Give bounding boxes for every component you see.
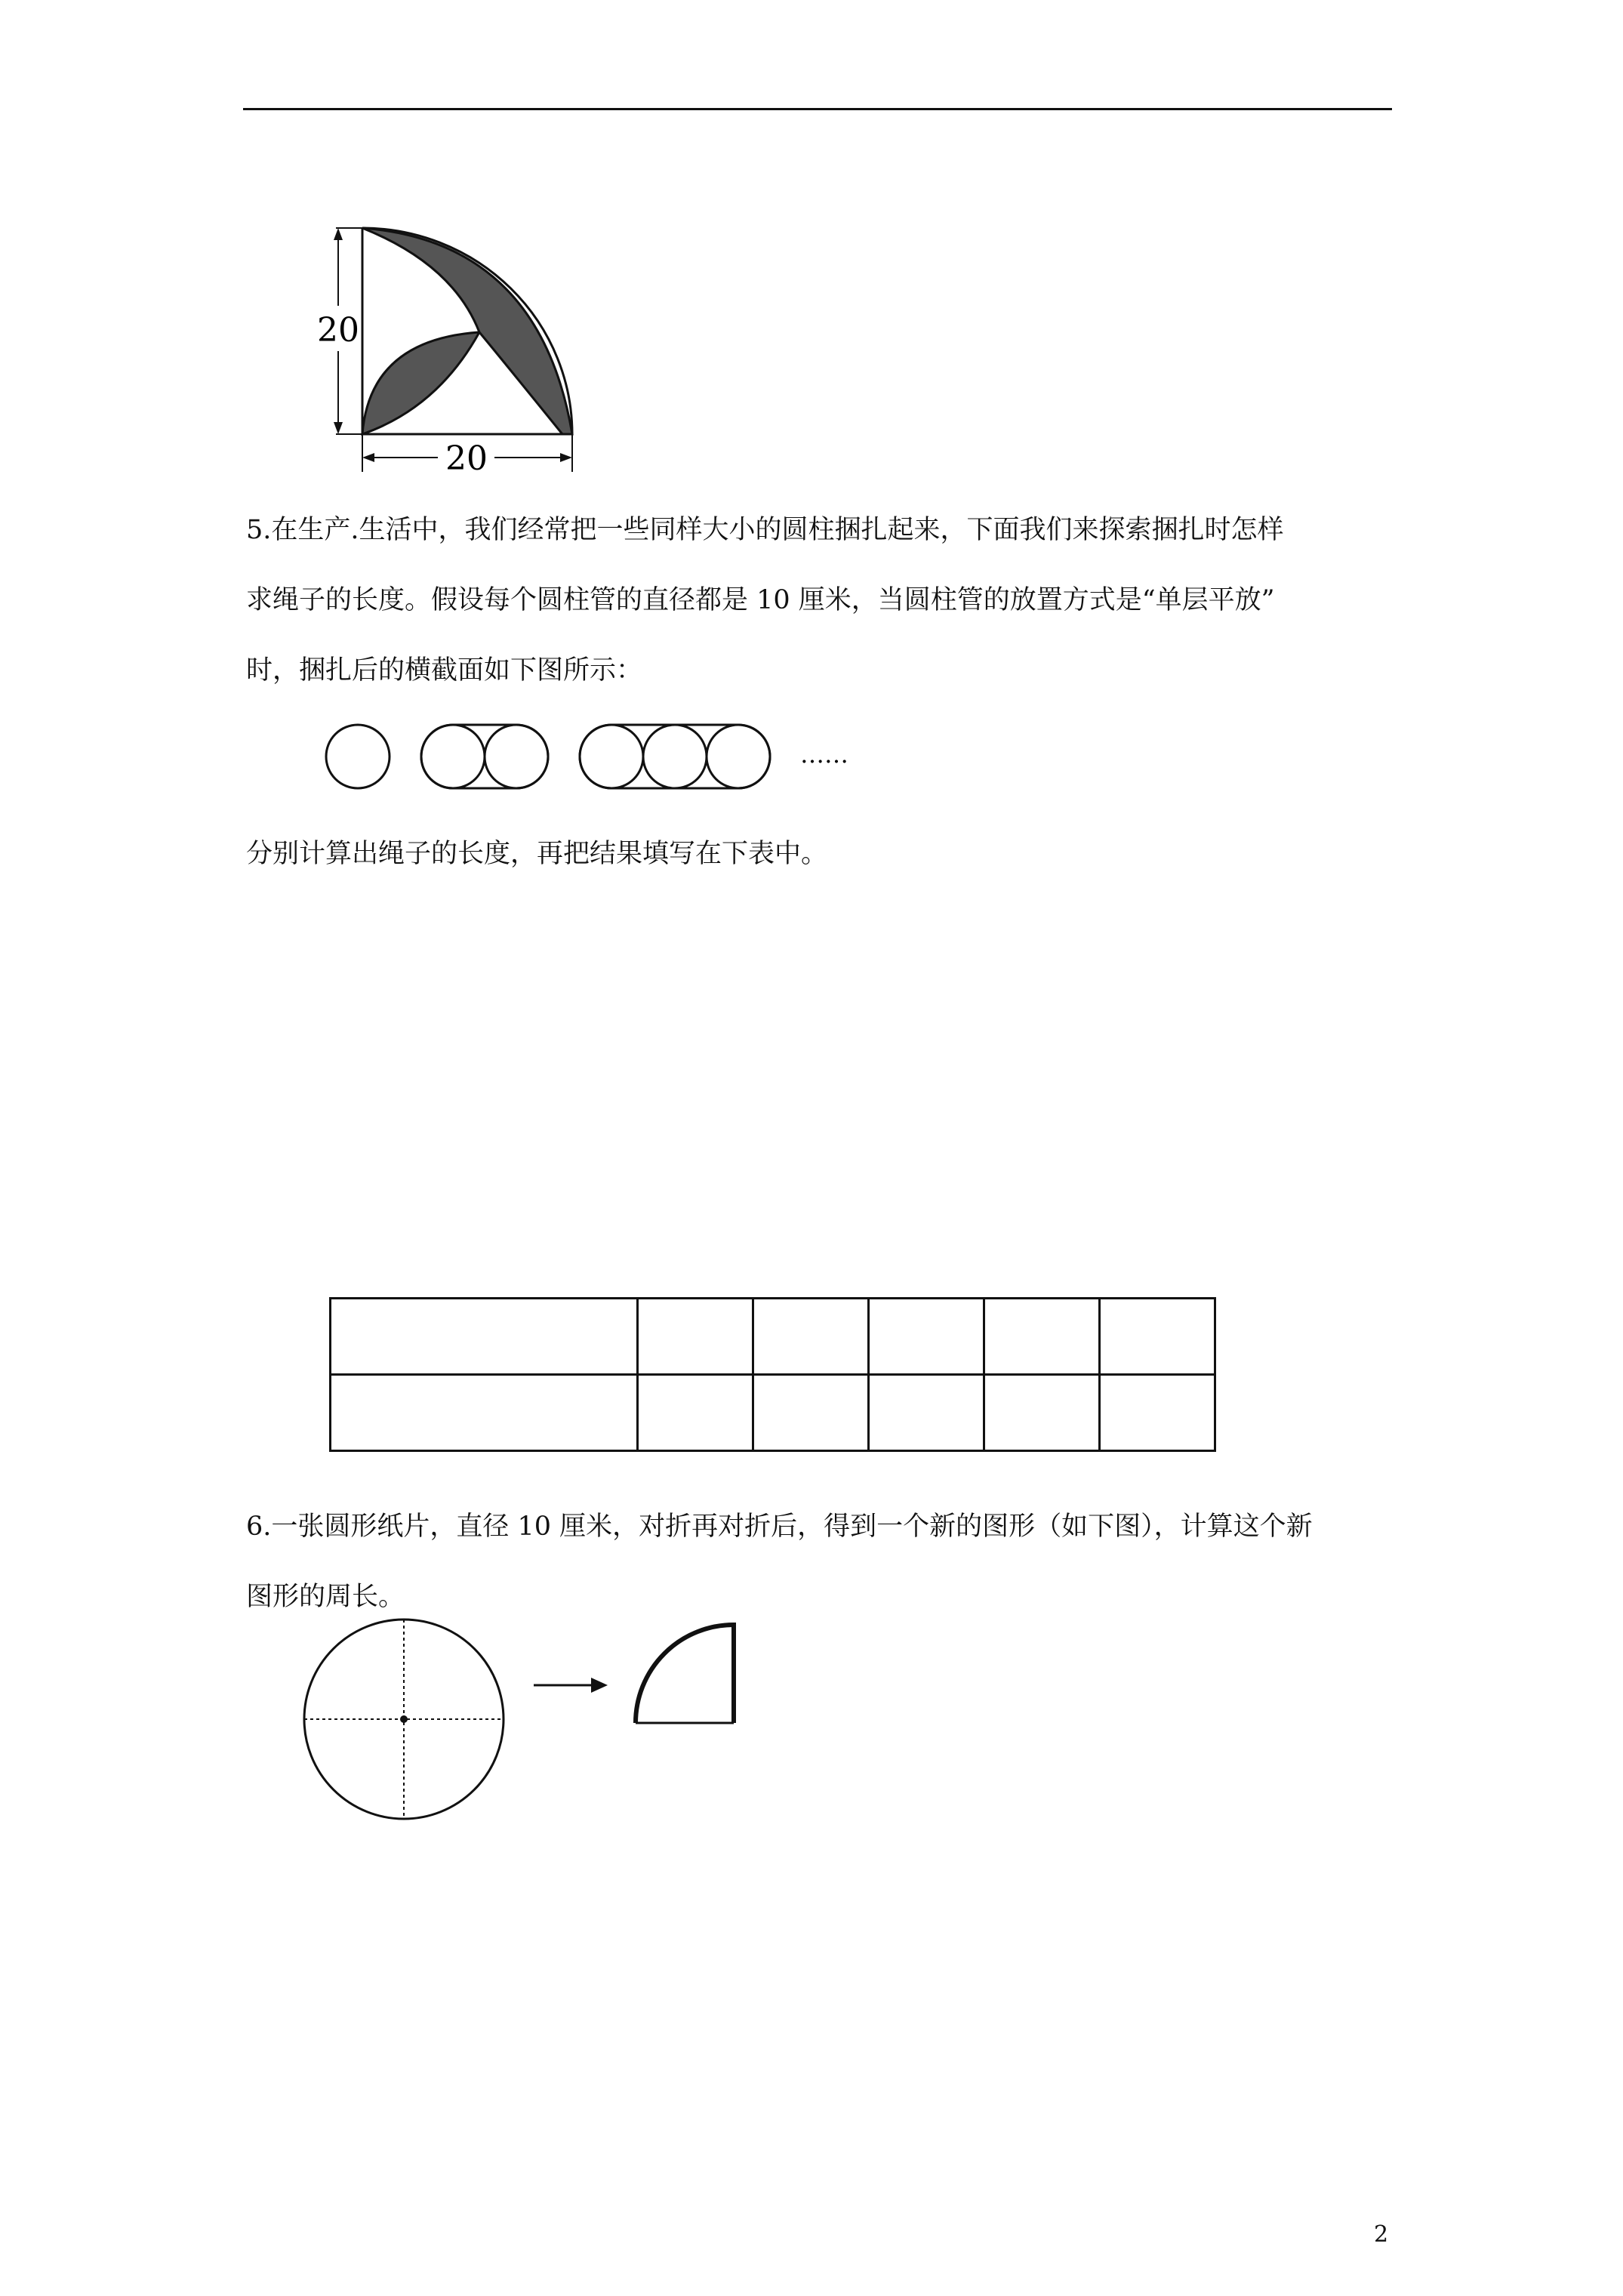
q5-line2: 求绳子的长度。假设每个圆柱管的直径都是 10 厘米，当圆柱管的放置方式是“单层平放” [246,585,1275,615]
bundle-3-rope [580,725,770,788]
cylinder-bundles-figure [317,717,906,800]
answer-table-wrap [329,1297,1216,1452]
q5-line4: 分别计算出绳子的长度，再把结果填写在下表中。 [246,839,828,869]
table-cell [753,1375,869,1451]
table-cell [331,1375,638,1451]
q6-line2: 图形的周长。 [246,1582,405,1612]
q5-line1: 5.在生产.生活中，我们经常把一些同样大小的圆柱捆扎起来，下面我们来探索捆扎时怎样 [246,515,1284,545]
ellipsis: …… [800,740,848,769]
arrow-right-icon [591,1678,608,1693]
bundle-1-circle [326,725,390,788]
table-cell [869,1299,984,1375]
table-cell [331,1299,638,1375]
table-row [331,1299,1215,1375]
table-cell [1100,1375,1215,1451]
label-left: 20 [317,311,359,350]
center-dot [400,1715,408,1723]
table-cell [869,1375,984,1451]
q5-line3: 时，捆扎后的横截面如下图所示： [246,655,643,686]
table-row [331,1375,1215,1451]
table-cell [984,1375,1100,1451]
shaded-regions [362,228,572,434]
q6-line1: 6.一张圆形纸片，直径 10 厘米，对折再对折后，得到一个新的图形（如下图），计算这个新 [246,1512,1313,1542]
table-cell [638,1299,753,1375]
table-cell [753,1299,869,1375]
quarter-shape [636,1625,734,1723]
table-cell [984,1299,1100,1375]
label-bottom: 20 [445,439,488,476]
table-cell [1100,1299,1215,1375]
folded-circle-figure [298,1616,766,1827]
quarter-circle-figure [302,219,589,476]
answer-table [329,1297,1216,1452]
page-number: 2 [1374,2221,1389,2248]
header-rule [243,108,1392,110]
table-cell [638,1375,753,1451]
